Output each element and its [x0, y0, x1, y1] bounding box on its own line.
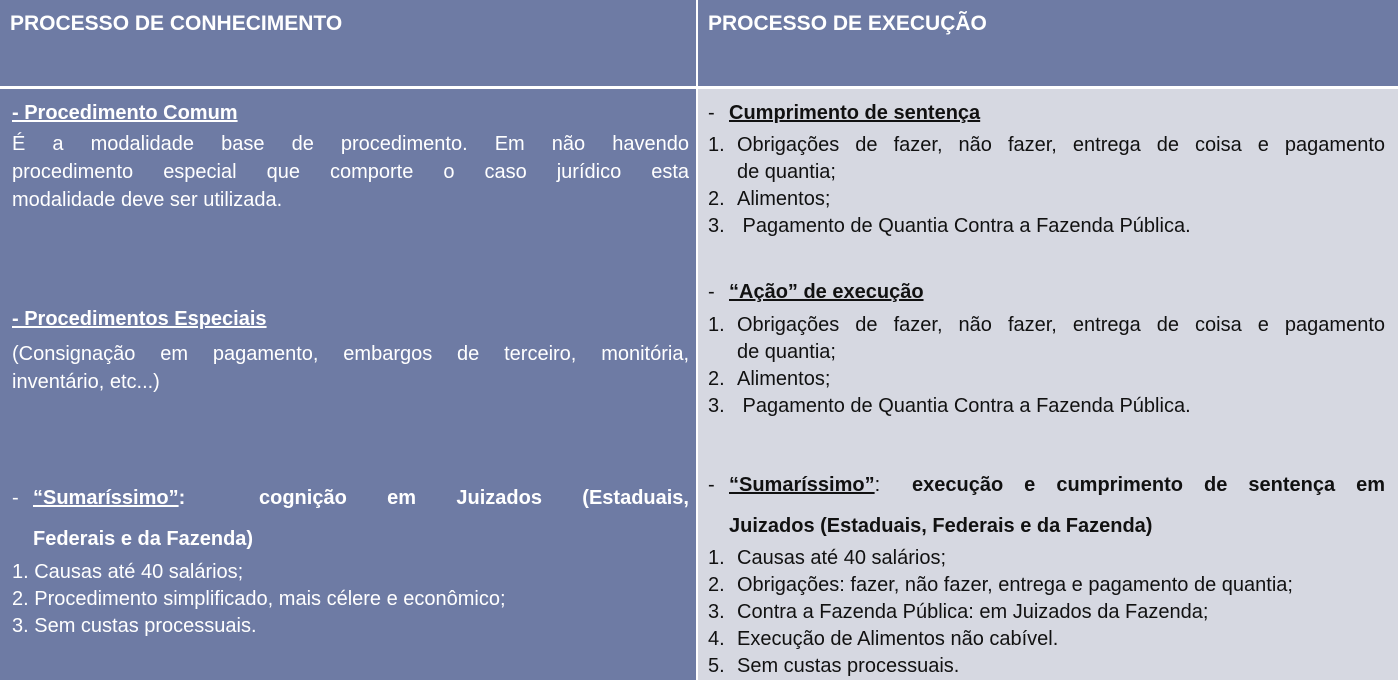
acao-item-1-cont: de quantia;: [737, 341, 836, 363]
header-right-title: PROCESSO DE EXECUÇÃO: [708, 12, 987, 35]
sumarissimo-colon: :: [178, 487, 186, 509]
cumprimento-item-2-num: 2.: [708, 188, 725, 210]
procedimento-comum-line-3: modalidade deve ser utilizada.: [12, 189, 283, 211]
exec-sumarissimo-dash: -: [708, 474, 715, 496]
cumprimento-item-2: Alimentos;: [737, 188, 831, 210]
acao-dash: -: [708, 281, 715, 303]
exec-sumarissimo-item-5: Sem custas processuais.: [737, 655, 960, 677]
header-left-title: PROCESSO DE CONHECIMENTO: [10, 12, 343, 35]
header-conhecimento: [0, 0, 698, 86]
exec-sumarissimo-term: “Sumaríssimo”: [729, 474, 875, 496]
acao-item-1: Obrigações de fazer, não fazer, entrega de coisa e pagamento: [737, 314, 1385, 336]
exec-sumarissimo-item-5-num: 5.: [708, 655, 725, 677]
procedimento-comum-line-2: procedimento especial que comporte o caso jurídico esta: [12, 161, 689, 183]
exec-sumarissimo-item-4: Execução de Alimentos não cabível.: [737, 628, 1059, 650]
sumarissimo-label: [33, 485, 185, 512]
sumarissimo-desc: cognição em Juizados (Estaduais,: [259, 487, 689, 509]
procedimento-comum-title: - Procedimento Comum: [12, 102, 238, 124]
cumprimento-item-3: Pagamento de Quantia Contra a Fazenda Pública.: [737, 215, 1191, 237]
conhecimento-body: [0, 86, 698, 680]
acao-item-2: Alimentos;: [737, 368, 831, 390]
exec-sumarissimo-item-2: Obrigações: fazer, não fazer, entrega e pagamento de quantia;: [737, 574, 1293, 596]
cumprimento-item-1: Obrigações de fazer, não fazer, entrega de coisa e pagamento: [737, 134, 1385, 156]
exec-sumarissimo-desc: execução e cumprimento de sentença em: [912, 474, 1385, 496]
exec-sumarissimo-item-3: Contra a Fazenda Pública: em Juizados da Fazenda;: [737, 601, 1209, 623]
exec-sumarissimo-item-1: Causas até 40 salários;: [737, 547, 947, 569]
exec-sumarissimo-item-4-num: 4.: [708, 628, 725, 650]
exec-sumarissimo-label: [729, 472, 880, 499]
acao-item-2-num: 2.: [708, 368, 725, 390]
sumarissimo-item-1: 1. Causas até 40 salários;: [12, 561, 244, 583]
sumarissimo-item-3: 3. Sem custas processuais.: [12, 615, 257, 637]
procedimentos-especiais-line-2: inventário, etc...): [12, 371, 160, 393]
exec-sumarissimo-item-3-num: 3.: [708, 601, 725, 623]
exec-sumarissimo-item-2-num: 2.: [708, 574, 725, 596]
execucao-body: [698, 86, 1398, 680]
exec-sumarissimo-colon: :: [874, 474, 881, 496]
exec-sumarissimo-desc-line-2: Juizados (Estaduais, Federais e da Fazenda): [729, 515, 1153, 537]
exec-sumarissimo-item-1-num: 1.: [708, 547, 725, 569]
sumarissimo-desc-line-2: Federais e da Fazenda): [33, 528, 254, 550]
cumprimento-item-1-num: 1.: [708, 134, 725, 156]
cumprimento-title: Cumprimento de sentença: [729, 102, 981, 124]
sumarissimo-dash: -: [12, 487, 19, 509]
acao-item-3-num: 3.: [708, 395, 725, 417]
acao-item-3: Pagamento de Quantia Contra a Fazenda Pública.: [737, 395, 1191, 417]
procedimento-comum-line-1: É a modalidade base de procedimento. Em não havendo: [12, 133, 689, 155]
cumprimento-item-1-cont: de quantia;: [737, 161, 836, 183]
procedimentos-especiais-line-1: (Consignação em pagamento, embargos de terceiro, monitória,: [12, 343, 689, 365]
sumarissimo-item-2: 2. Procedimento simplificado, mais célere e econômico;: [12, 588, 506, 610]
header-execucao: [698, 0, 1398, 86]
acao-title: “Ação” de execução: [729, 281, 924, 303]
procedimentos-especiais-title: - Procedimentos Especiais: [12, 308, 267, 330]
cumprimento-dash: -: [708, 102, 715, 124]
acao-item-1-num: 1.: [708, 314, 725, 336]
sumarissimo-term: “Sumaríssimo”: [33, 487, 179, 509]
cumprimento-item-3-num: 3.: [708, 215, 725, 237]
